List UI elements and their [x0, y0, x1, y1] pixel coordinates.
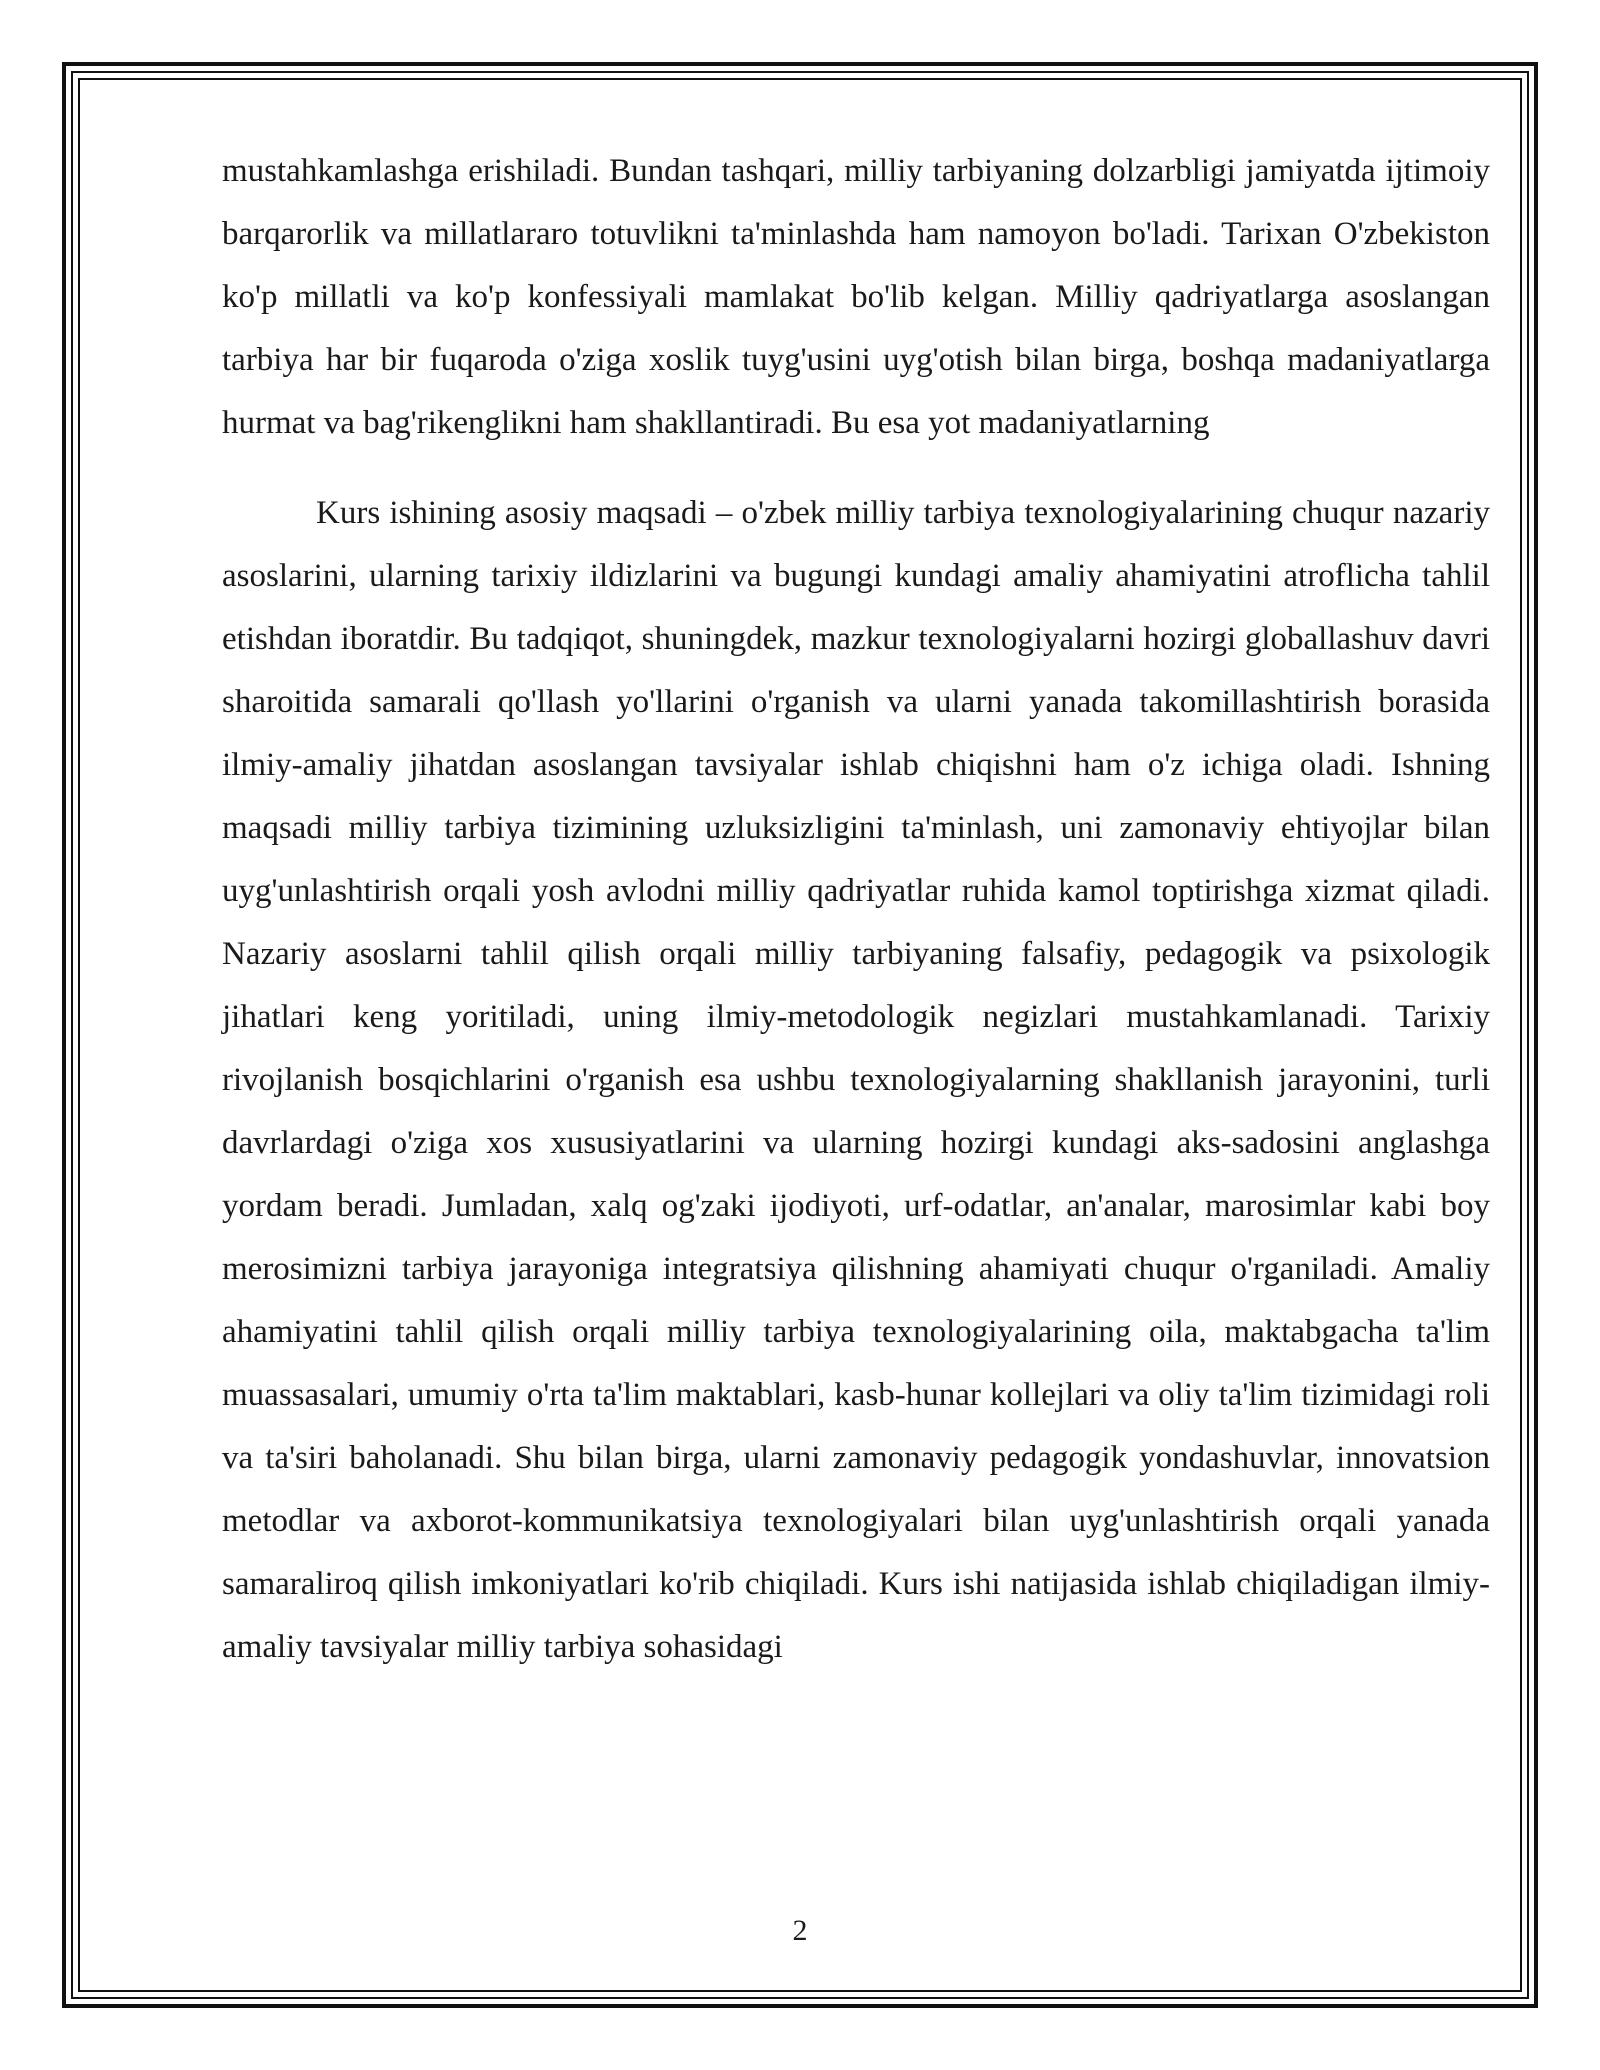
paragraph-1: mustahkamlashga erishiladi. Bundan tashqari, milliy tarbiyaning dolzarbligi jamiyatda ijtimoiy barqarorlik va millatlararo totuvlikni ta'minlashda ham namoyon bo'ladi. Tarixan O'zbekiston ko'p millatli va ko'p konfessiyali mamlakat bo'lib kelgan. Milliy qadriyatlarga asoslangan tarbiya har bir fuqaroda o'ziga xoslik tuyg'usini uyg'otish bilan birga, boshqa madaniyatlarga hurmat va bag'rikenglikni ham shakllantiradi. Bu esa yot madaniyatlarning: [222, 153, 1490, 441]
document-body: [222, 140, 1490, 1679]
paragraph-2: Kurs ishining asosiy maqsadi – o'zbek milliy tarbiya texnologiyalarining chuqur nazariy asoslarini, ularning tarixiy ildizlarini va bugungi kundagi amaliy ahamiyatini atroflicha tahlil etishdan iboratdir. Bu tadqiqot, shuningdek, mazkur texnologiyalarni hozirgi globallashuv davri sharoitida samarali qo'llash yo'llarini o'rganish va ularni yanada takomillashtirish borasida ilmiy-amaliy jihatdan asoslangan tavsiyalar ishlab chiqishni ham o'z ichiga oladi. Ishning maqsadi milliy tarbiya tizimining uzluksizligini ta'minlash, uni zamonaviy ehtiyojlar bilan uyg'unlashtirish orqali yosh avlodni milliy qadriyatlar ruhida kamol toptirishga xizmat qiladi. Nazariy asoslarni tahlil qilish orqali milliy tarbiyaning falsafiy, pedagogik va psixologik jihatlari keng yoritiladi, uning ilmiy-metodologik negizlari mustahkamlanadi. Tarixiy rivojlanish bosqichlarini o'rganish esa ushbu texnologiyalarning shakllanish jarayonini, turli davrlardagi o'ziga xos xususiyatlarini va ularning hozirgi kundagi aks-sadosini anglashga yordam beradi. Jumladan, xalq og'zaki ijodiyoti, urf-odatlar, an'analar, marosimlar kabi boy merosimizni tarbiya jarayoniga integratsiya qilishning ahamiyati chuqur o'rganiladi. Amaliy ahamiyatini tahlil qilish orqali milliy tarbiya texnologiyalarining oila, maktabgacha ta'lim muassasalari, umumiy o'rta ta'lim maktablari, kasb-hunar kollejlari va oliy ta'lim tizimidagi roli va ta'siri baholanadi. Shu bilan birga, ularni zamonaviy pedagogik yondashuvlar, innovatsion metodlar va axborot-kommunikatsiya texnologiyalari bilan uyg'unlashtirish orqali yanada samaraliroq qilish imkoniyatlari ko'rib chiqiladi. Kurs ishi natijasida ishlab chiqiladigan ilmiy-amaliy tavsiyalar milliy tarbiya sohasidagi: [222, 495, 1490, 1665]
page-number: 2: [792, 1914, 808, 1947]
